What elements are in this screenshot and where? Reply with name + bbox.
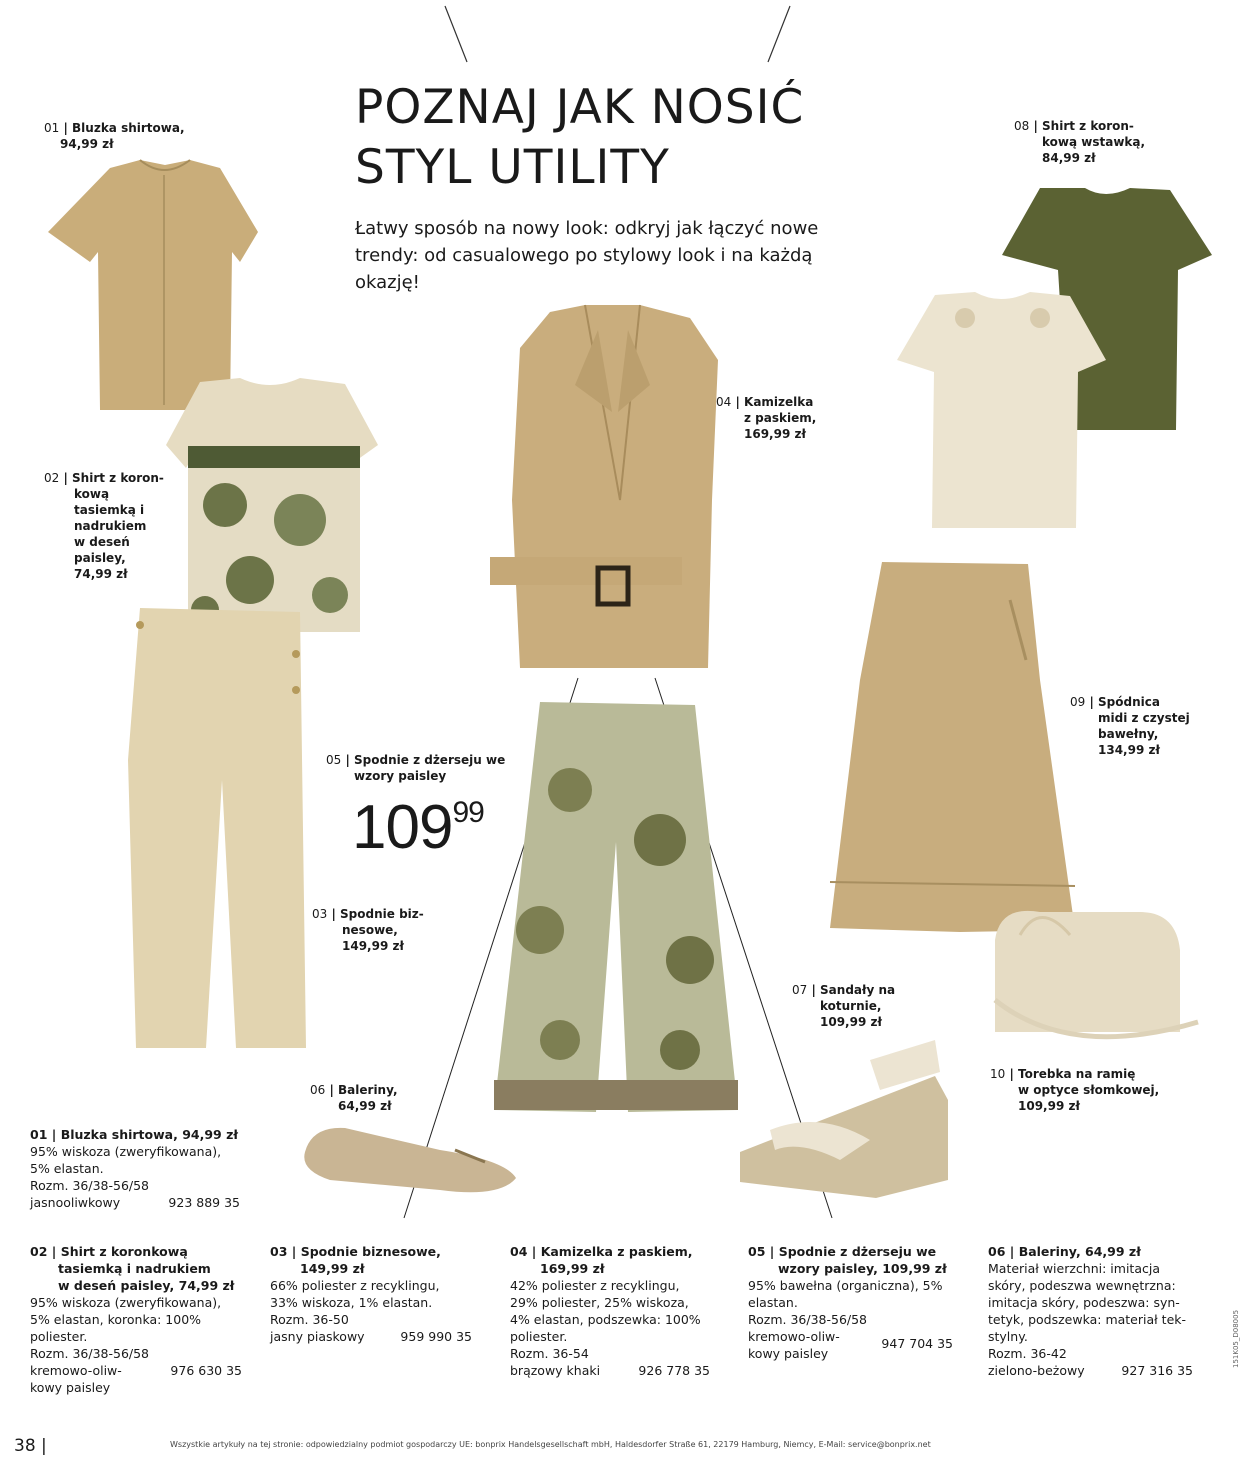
paisley-pants-image[interactable] bbox=[494, 702, 738, 1112]
detail-02-code: 976 630 35 bbox=[170, 1363, 242, 1378]
deco-line-left bbox=[445, 6, 467, 62]
detail-06-line: Rozm. 36-42 bbox=[988, 1346, 1067, 1361]
detail-03-code: 959 990 35 bbox=[400, 1329, 472, 1344]
detail-01-line: Rozm. 36/38-56/58 bbox=[30, 1178, 150, 1193]
detail-06-title: Baleriny, 64,99 zł bbox=[1018, 1244, 1141, 1259]
label-10-num: 10 bbox=[990, 1067, 1006, 1081]
label-04-line: Kamizelka bbox=[744, 395, 814, 409]
label-02-line: kową bbox=[74, 487, 110, 501]
label-10-line: Torebka na ramię bbox=[1018, 1067, 1136, 1081]
business-trousers-image[interactable] bbox=[128, 608, 306, 1048]
detail-05-title: wzory paisley, 109,99 zł bbox=[778, 1261, 947, 1276]
footer-note: Wszystkie artykuły na tej stronie: odpowiedzialny podmiot gospodarczy UE: bonprix Handelsgesellschaft mbH, Haldesdorfer Straße 61, 22179 Hamburg, Niemcy, E-Mail: service@bonprix.net bbox=[170, 1440, 931, 1449]
label-04: 04 | Kamizelka z paskiem, 169,99 zł bbox=[716, 395, 817, 441]
detail-05-color: kowy paisley bbox=[748, 1346, 829, 1361]
detail-02-line: Rozm. 36/38-56/58 bbox=[30, 1346, 150, 1361]
detail-04: 04 | Kamizelka z paskiem, 169,99 zł 42% poliester z recyklingu, 29% poliester, 25% wiskoza, 4% elastan, podszewka: 100% poliester. Rozm. 36-54 brązowy khaki 926 778 35 bbox=[510, 1244, 710, 1378]
ballerinas-image[interactable] bbox=[304, 1128, 516, 1192]
label-07-num: 07 bbox=[792, 983, 808, 997]
label-08-price: 84,99 zł bbox=[1042, 151, 1096, 165]
label-04-price: 169,99 zł bbox=[744, 427, 806, 441]
detail-04-code: 926 778 35 bbox=[638, 1363, 710, 1378]
detail-02-title: Shirt z koronkową bbox=[60, 1244, 188, 1259]
label-08-num: 08 bbox=[1014, 119, 1030, 133]
detail-06-line: skóry, podeszwa wewnętrzna: bbox=[988, 1278, 1176, 1293]
straw-bag-image[interactable] bbox=[995, 911, 1198, 1037]
big-price-main: 109 bbox=[352, 793, 453, 862]
detail-02-line: 95% wiskoza (zweryfikowana), bbox=[30, 1295, 222, 1310]
label-08: 08 | Shirt z koron- kową wstawką, 84,99 zł bbox=[1014, 119, 1146, 165]
label-10: 10 | Torebka na ramię w optyce słomkowej, 109,99 zł bbox=[990, 1067, 1160, 1113]
label-10-price: 109,99 zł bbox=[1018, 1099, 1080, 1113]
big-price bbox=[352, 792, 484, 863]
title-line-1: POZNAJ JAK NOSIĆ bbox=[355, 80, 805, 135]
label-07: 07 | Sandały na koturnie, 109,99 zł bbox=[792, 983, 896, 1029]
page-title bbox=[355, 78, 804, 198]
detail-04-num: 04 bbox=[510, 1244, 528, 1259]
label-03-line: nesowe, bbox=[342, 923, 398, 937]
label-05: 05 | Spodnie z dżerseju we wzory paisley bbox=[326, 753, 506, 783]
detail-05-line: elastan. bbox=[748, 1295, 798, 1310]
label-03-num: 03 bbox=[312, 907, 328, 921]
label-02-line: w deseń bbox=[74, 535, 130, 549]
label-06-price: 64,99 zł bbox=[338, 1099, 392, 1113]
label-02-line: paisley, bbox=[74, 551, 126, 565]
label-03-line: Spodnie biz- bbox=[340, 907, 424, 921]
label-09-line: bawełny, bbox=[1098, 727, 1159, 741]
detail-06-num: 06 bbox=[988, 1244, 1006, 1259]
detail-04-line: poliester. bbox=[510, 1329, 568, 1344]
detail-03: 03 | Spodnie biznesowe, 149,99 zł 66% poliester z recyklingu, 33% wiskoza, 1% elastan. Rozm. 36-50 jasny piaskowy 959 990 35 bbox=[270, 1244, 472, 1344]
label-07-price: 109,99 zł bbox=[820, 1015, 882, 1029]
label-05-num: 05 bbox=[326, 753, 342, 767]
label-02-line: Shirt z koron- bbox=[72, 471, 164, 485]
label-07-line: koturnie, bbox=[820, 999, 882, 1013]
detail-03-num: 03 bbox=[270, 1244, 288, 1259]
label-02-line: tasiemką i bbox=[74, 503, 145, 517]
detail-06-line: Materiał wierzchni: imitacja bbox=[988, 1261, 1160, 1276]
label-06: 06 | Baleriny, 64,99 zł bbox=[310, 1083, 398, 1113]
detail-04-line: 42% poliester z recyklingu, bbox=[510, 1278, 680, 1293]
detail-01-line: 5% elastan. bbox=[30, 1161, 104, 1176]
label-09-line: Spódnica bbox=[1098, 695, 1160, 709]
detail-06: 06 | Baleriny, 64,99 zł Materiał wierzchni: imitacja skóry, podeszwa wewnętrzna: imitacja skóry, podeszwa: syn- tetyk, podszewka: materiał tek- stylny. Rozm. 36-42 zielono-beżowy 927 316 35 bbox=[988, 1244, 1193, 1378]
label-09-line: midi z czystej bbox=[1098, 711, 1190, 725]
label-02-num: 02 bbox=[44, 471, 60, 485]
label-01-text: Bluzka shirtowa, bbox=[72, 121, 185, 135]
detail-05-line: Rozm. 36/38-56/58 bbox=[748, 1312, 868, 1327]
label-08-line: Shirt z koron- bbox=[1042, 119, 1134, 133]
blouse-image[interactable] bbox=[48, 160, 258, 410]
cream-lace-shirt-image[interactable] bbox=[897, 292, 1106, 528]
detail-03-line: Rozm. 36-50 bbox=[270, 1312, 349, 1327]
detail-05: 05 | Spodnie z dżerseju we wzory paisley, 109,99 zł 95% bawełna (organiczna), 5% elastan. Rozm. 36/38-56/58 kremowo-oliw- kowy paisley 947 704 35 bbox=[748, 1244, 953, 1361]
detail-06-line: imitacja skóry, podeszwa: syn- bbox=[988, 1295, 1180, 1310]
detail-03-line: 66% poliester z recyklingu, bbox=[270, 1278, 440, 1293]
label-02-price: 74,99 zł bbox=[74, 567, 128, 581]
label-09-num: 09 bbox=[1070, 695, 1086, 709]
label-04-line: z paskiem, bbox=[744, 411, 817, 425]
detail-02-line: 5% elastan, koronka: 100% bbox=[30, 1312, 202, 1327]
label-01-price: 94,99 zł bbox=[60, 137, 114, 151]
detail-02-title: tasiemką i nadrukiem bbox=[58, 1261, 211, 1276]
detail-06-color: zielono-beżowy bbox=[988, 1363, 1085, 1378]
detail-01-color: jasnooliwkowy bbox=[30, 1195, 121, 1210]
wedge-sandals-image[interactable] bbox=[740, 1040, 948, 1198]
paisley-shirt-image[interactable] bbox=[166, 378, 378, 632]
detail-01-line: 95% wiskoza (zweryfikowana), bbox=[30, 1144, 222, 1159]
detail-03-line: 33% wiskoza, 1% elastan. bbox=[270, 1295, 433, 1310]
label-02: 02 | Shirt z koron- kową tasiemką i nadrukiem w deseń paisley, 74,99 zł bbox=[44, 471, 164, 581]
label-06-line: Baleriny, bbox=[338, 1083, 398, 1097]
detail-03-title: Spodnie biznesowe, bbox=[300, 1244, 441, 1259]
detail-06-code: 927 316 35 bbox=[1121, 1363, 1193, 1378]
label-10-line: w optyce słomkowej, bbox=[1018, 1083, 1160, 1097]
detail-05-line: 95% bawełna (organiczna), 5% bbox=[748, 1278, 943, 1293]
label-01-num: 01 bbox=[44, 121, 60, 135]
detail-06-line: stylny. bbox=[988, 1329, 1028, 1344]
catalog-code: 151K05_D08005 bbox=[1232, 1309, 1240, 1368]
intro-text: Łatwy sposób na nowy look: odkryj jak łączyć nowe trendy: od casualowego po stylowy look i na każdą okazję! bbox=[355, 218, 819, 293]
detail-04-line: 29% poliester, 25% wiskoza, bbox=[510, 1295, 689, 1310]
label-01: 01 | Bluzka shirtowa, 94,99 zł bbox=[44, 121, 185, 151]
page-number: 38 | bbox=[14, 1436, 47, 1456]
detail-01-num: 01 bbox=[30, 1127, 48, 1142]
deco-line-right bbox=[768, 6, 790, 62]
label-09-price: 134,99 zł bbox=[1098, 743, 1160, 757]
detail-02-line: poliester. bbox=[30, 1329, 88, 1344]
label-04-num: 04 bbox=[716, 395, 732, 409]
detail-01-title: Bluzka shirtowa, 94,99 zł bbox=[60, 1127, 239, 1142]
label-08-line: kową wstawką, bbox=[1042, 135, 1146, 149]
big-price-cents: 99 bbox=[452, 796, 484, 829]
label-06-num: 06 bbox=[310, 1083, 326, 1097]
detail-05-color: kremowo-oliw- bbox=[748, 1329, 840, 1344]
detail-04-title: Kamizelka z paskiem, bbox=[540, 1244, 693, 1259]
detail-05-code: 947 704 35 bbox=[881, 1336, 953, 1351]
detail-04-color: brązowy khaki bbox=[510, 1363, 601, 1378]
detail-01: 01 | Bluzka shirtowa, 94,99 zł 95% wiskoza (zweryfikowana), 5% elastan. Rozm. 36/38-56/58 jasnooliwkowy 923 889 35 bbox=[30, 1127, 240, 1210]
detail-02: 02 | Shirt z koronkową tasiemką i nadrukiem w deseń paisley, 74,99 zł 95% wiskoza (zweryfikowana), 5% elastan, koronka: 100% poliester. Rozm. 36/38-56/58 kremowo-oliw- 976 630 35 kowy paisley bbox=[30, 1244, 242, 1395]
detail-04-line: 4% elastan, podszewka: 100% bbox=[510, 1312, 701, 1327]
detail-05-title: Spodnie z dżerseju we bbox=[778, 1244, 937, 1259]
label-09: 09 | Spódnica midi z czystej bawełny, 134,99 zł bbox=[1070, 695, 1190, 757]
midi-skirt-image[interactable] bbox=[830, 562, 1075, 932]
label-02-line: nadrukiem bbox=[74, 519, 147, 533]
detail-03-color: jasny piaskowy bbox=[270, 1329, 365, 1344]
detail-04-title: 169,99 zł bbox=[540, 1261, 605, 1276]
label-05-line: Spodnie z dżerseju we bbox=[354, 753, 506, 767]
detail-02-num: 02 bbox=[30, 1244, 48, 1259]
detail-05-num: 05 bbox=[748, 1244, 766, 1259]
detail-02-color: kremowo-oliw- bbox=[30, 1363, 122, 1378]
label-03-price: 149,99 zł bbox=[342, 939, 404, 953]
detail-04-line: Rozm. 36-54 bbox=[510, 1346, 589, 1361]
label-05-line: wzory paisley bbox=[354, 769, 447, 783]
vest-image[interactable] bbox=[490, 305, 718, 668]
detail-02-color: kowy paisley bbox=[30, 1380, 111, 1395]
detail-01-code: 923 889 35 bbox=[168, 1195, 240, 1210]
detail-06-line: tetyk, podszewka: materiał tek- bbox=[988, 1312, 1187, 1327]
detail-02-title: w deseń paisley, 74,99 zł bbox=[58, 1278, 235, 1293]
title-line-2: STYL UTILITY bbox=[355, 140, 670, 195]
label-03: 03 | Spodnie biz- nesowe, 149,99 zł bbox=[312, 907, 424, 953]
detail-03-title: 149,99 zł bbox=[300, 1261, 365, 1276]
label-07-line: Sandały na bbox=[820, 983, 896, 997]
